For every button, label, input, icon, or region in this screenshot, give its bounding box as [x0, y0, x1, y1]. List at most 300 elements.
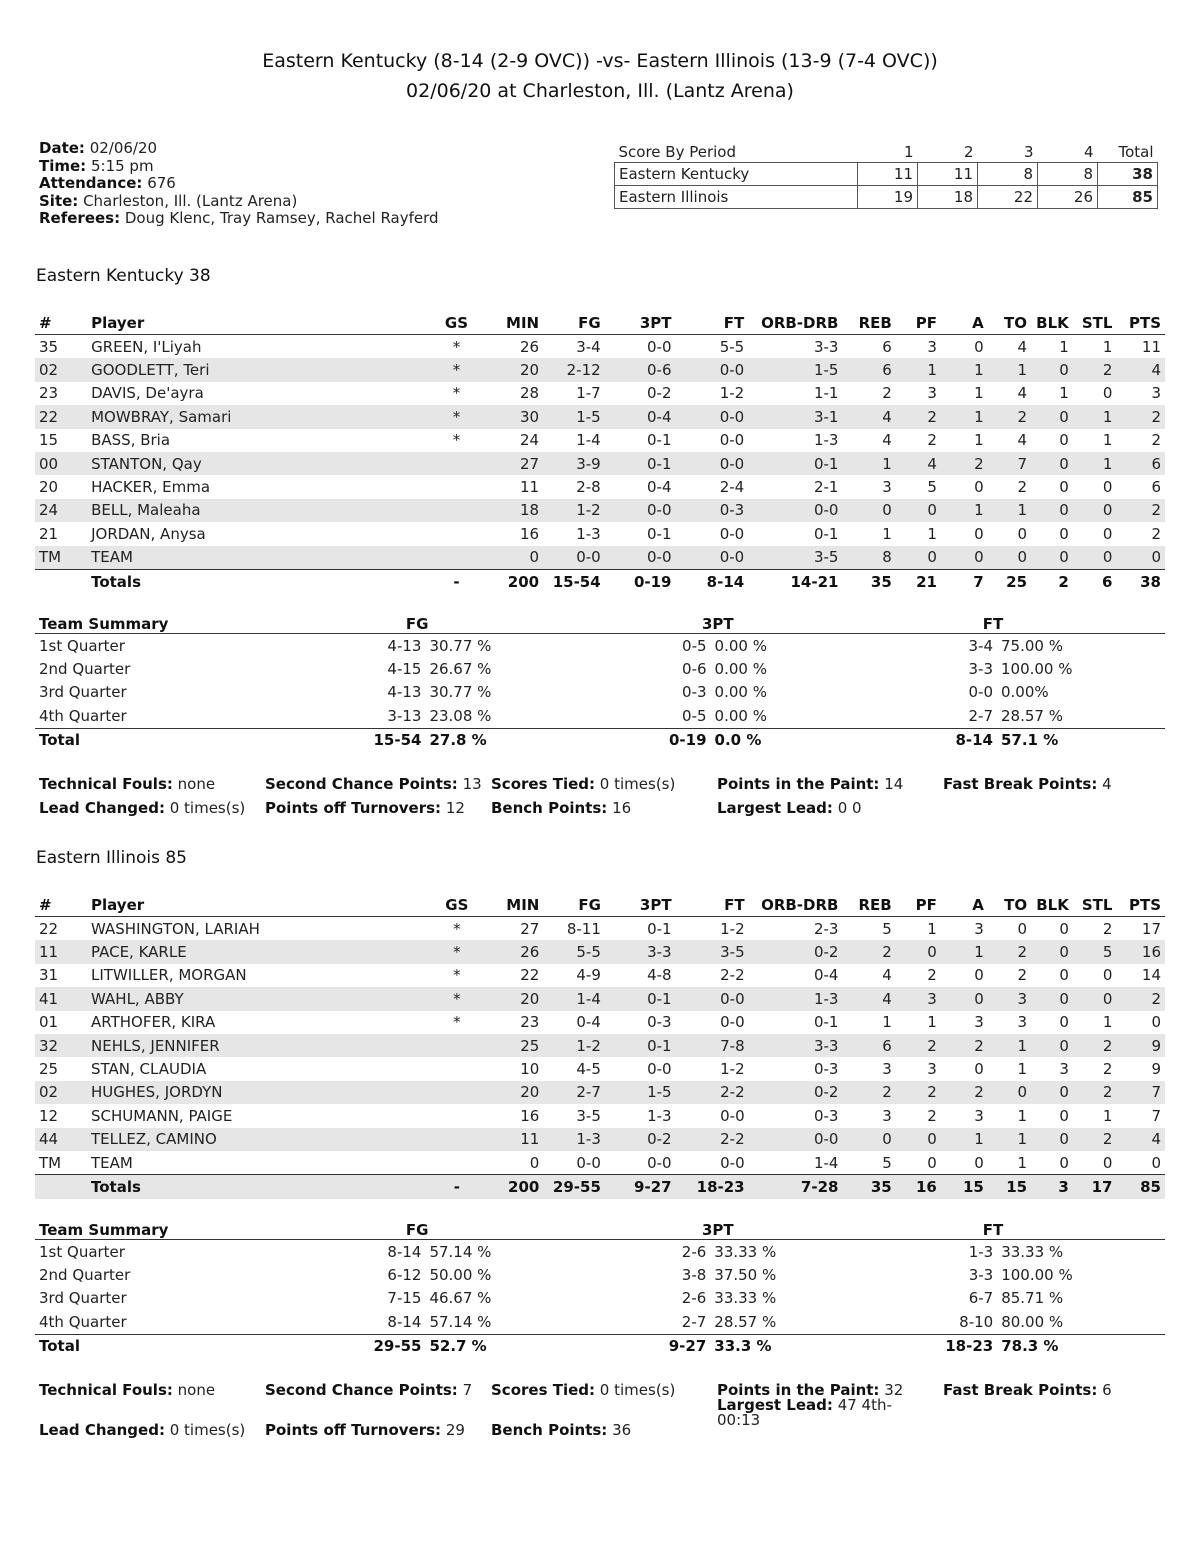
stat-cell: 0 — [1031, 405, 1073, 428]
totals-cell: 6 — [1073, 569, 1117, 593]
column-header: STL — [1073, 894, 1117, 917]
stat-cell: 4 — [1017, 431, 1028, 450]
stat-value: 4 — [1102, 775, 1112, 793]
stat-cell: 20 — [490, 1081, 543, 1104]
stat-cell: 1-5 — [748, 358, 842, 381]
stat-cell: 2 — [1017, 478, 1028, 497]
summary-cell: 2-7 — [681, 1312, 707, 1331]
score-cell: 11 — [918, 163, 978, 186]
stat-cell: 22 — [35, 405, 87, 428]
stat-label: Points in the Paint: — [717, 1381, 880, 1399]
column-header: # — [35, 312, 87, 335]
stat-cell: 3-3 — [749, 1034, 843, 1057]
summary-header-row — [35, 1220, 1165, 1240]
summary-cell: 0-6 — [682, 660, 707, 679]
game-info-value: 5:15 pm — [90, 156, 154, 175]
stat-cell: 1 — [1073, 405, 1117, 428]
totals-cell: 14-21 — [748, 569, 842, 593]
stat-cell: 1-3 — [749, 987, 843, 1010]
summary-cell: 1st Quarter — [39, 1242, 125, 1261]
player-row — [35, 1081, 1165, 1104]
stat-cell: * — [452, 337, 461, 356]
stat-cell: 2 — [882, 384, 892, 403]
stat-cell: 0-3 — [647, 1013, 672, 1032]
summary-cell: 6-12 — [387, 1266, 422, 1285]
totals-cell: 8-14 — [675, 569, 748, 593]
stat-cell: 0 — [927, 1153, 937, 1172]
score-by-period-table — [614, 142, 1158, 209]
stat-cell: 0 — [988, 1081, 1031, 1104]
summary-cell: 7-15 — [387, 1289, 422, 1308]
player-row — [35, 335, 1165, 359]
period-header: 4 — [1083, 143, 1094, 161]
stat-cell: JORDAN, Anysa — [91, 524, 206, 543]
summary-cell: 0.00 % — [714, 636, 767, 655]
stat-value: 0 times(s) — [599, 1381, 676, 1399]
stat-cell: 1 — [1017, 1153, 1028, 1172]
stat-cell: 11 — [35, 940, 87, 963]
stat-cell: 0 — [974, 1060, 984, 1079]
totals-cell — [35, 569, 87, 593]
stat-cell: 1-3 — [543, 1128, 605, 1151]
game-info-label: Time: — [39, 156, 87, 175]
stat-cell: 0 — [1031, 499, 1073, 522]
stat-cell: * — [453, 1013, 461, 1032]
totals-cell: 7-28 — [749, 1175, 843, 1199]
game-info-line — [39, 210, 439, 228]
score-cell: 19 — [858, 186, 918, 209]
stat-cell: 0-1 — [605, 452, 676, 475]
stat-cell: 1 — [1102, 337, 1113, 356]
summary-header-row — [35, 614, 1165, 634]
period-header: 3 — [1023, 143, 1034, 161]
summary-cell: 0-5 — [682, 636, 707, 655]
stat-cell: 6 — [1151, 478, 1161, 497]
page-title: Eastern Kentucky (8-14 (2-9 OVC)) -vs- Eastern Illinois (13-9 (7-4 OVC)) — [262, 50, 938, 72]
page-subtitle: 02/06/20 at Charleston, Ill. (Lantz Arena) — [406, 80, 794, 102]
stat-label: Points in the Paint: — [717, 775, 880, 793]
summary-cell: 8-14 — [387, 1312, 422, 1331]
stat-value: 32 — [884, 1381, 904, 1399]
summary-total-row — [35, 728, 1165, 752]
score-total: 85 — [1098, 186, 1158, 209]
stat-cell: 0-2 — [749, 1081, 843, 1104]
stat-cell: 2 — [1102, 919, 1113, 938]
stat-cell: 24 — [520, 431, 540, 450]
stat-value: 0 0 — [837, 799, 862, 817]
stat-cell: 11 — [520, 478, 540, 497]
team-summary-table — [35, 614, 1165, 752]
stat-cell: 20 — [490, 358, 543, 381]
stat-cell: 25 — [490, 1034, 543, 1057]
header-row — [35, 312, 1165, 335]
score-by-period-label: Score By Period — [618, 143, 736, 161]
player-row — [35, 964, 1165, 987]
summary-cell: 6-7 — [968, 1289, 994, 1308]
stat-cell: 1 — [974, 431, 984, 450]
stat-cell: 0 — [1102, 384, 1113, 403]
stat-cell: 0-0 — [719, 524, 745, 543]
stat-cell: 2 — [1073, 358, 1117, 381]
stat-label: Largest Lead: — [717, 799, 833, 817]
stat-cell: 5 — [927, 478, 937, 497]
stat-cell: 0-0 — [675, 452, 748, 475]
summary-row — [35, 634, 1165, 658]
stat-cell: 1 — [988, 499, 1031, 522]
column-header: ORB-DRB — [748, 312, 842, 335]
column-header: FG — [543, 894, 605, 917]
stat-cell: 0-3 — [813, 1106, 839, 1125]
stat-cell: 11 — [1141, 337, 1161, 356]
stat-cell: 3 — [1017, 1013, 1028, 1032]
totals-cell: 15 — [988, 1175, 1031, 1199]
summary-cell: 28.57 % — [1000, 706, 1063, 725]
stat-cell: 7 — [988, 452, 1031, 475]
stat-label: Points off Turnovers: — [265, 799, 442, 817]
stat-cell: 2-8 — [576, 478, 601, 497]
stat-cell: NEHLS, JENNIFER — [87, 1034, 428, 1057]
stat-cell: 3 — [988, 987, 1031, 1010]
stat-cell: 3 — [882, 478, 892, 497]
stat-cell: WAHL, ABBY — [87, 987, 428, 1010]
player-row — [35, 475, 1165, 498]
stat-item — [39, 1381, 215, 1399]
stat-cell: 27 — [490, 452, 543, 475]
game-info-value: Charleston, Ill. (Lantz Arena) — [83, 191, 298, 210]
stat-cell: 3-9 — [543, 452, 605, 475]
column-header: REB — [842, 312, 895, 335]
totals-cell: 25 — [988, 569, 1031, 593]
stat-cell: 1 — [927, 524, 937, 543]
stat-cell: 1 — [1017, 1106, 1028, 1125]
score-cell: 8 — [978, 163, 1038, 186]
summary-cell: 57.1 % — [997, 728, 1165, 752]
player-row — [35, 452, 1165, 475]
stat-cell: 2-3 — [813, 919, 839, 938]
stat-value: 29 — [445, 1421, 465, 1439]
summary-cell: 4-15 — [387, 660, 422, 679]
stat-cell: 2 — [1073, 1128, 1117, 1151]
stat-cell: 2 — [1102, 1060, 1113, 1079]
player-row — [35, 987, 1165, 1010]
stat-cell: GOODLETT, Teri — [87, 358, 427, 381]
stat-cell: 3 — [927, 337, 937, 356]
totals-cell: 200 — [490, 1175, 543, 1199]
totals-cell: 15 — [941, 1175, 988, 1199]
summary-row — [35, 1287, 1165, 1310]
stat-cell: 16 — [520, 524, 540, 543]
summary-cell: 28.57 % — [714, 1312, 777, 1331]
stat-cell: 0-4 — [605, 405, 676, 428]
stat-cell: 1-2 — [720, 919, 745, 938]
stat-value: 12 — [445, 799, 465, 817]
column-header: FT — [676, 894, 749, 917]
player-row — [35, 499, 1165, 522]
stat-cell: 4 — [1116, 1128, 1165, 1151]
stat-cell: 1-7 — [576, 384, 601, 403]
game-info-value: Doug Klenc, Tray Ramsey, Rachel Rayferd — [124, 209, 439, 227]
player-row — [35, 1128, 1165, 1151]
summary-cell: 30.77 % — [429, 636, 492, 655]
stat-cell: 0 — [490, 546, 543, 570]
stat-cell: 2 — [896, 1081, 941, 1104]
stat-cell: 0-0 — [647, 1060, 672, 1079]
stat-item — [491, 1421, 631, 1439]
stat-cell: 0 — [941, 546, 988, 570]
stat-cell: STANTON, Qay — [87, 452, 427, 475]
totals-cell: 18-23 — [676, 1175, 749, 1199]
stat-cell — [428, 1104, 490, 1127]
stat-cell: 0 — [974, 966, 984, 985]
score-row — [615, 186, 1158, 209]
box-header — [35, 312, 1165, 335]
stat-cell: * — [428, 940, 490, 963]
player-row — [35, 1151, 1165, 1175]
stat-cell: 18 — [490, 499, 543, 522]
stat-label: Bench Points: — [491, 799, 608, 817]
column-header: # — [35, 894, 87, 917]
stat-cell: 0-2 — [646, 384, 672, 403]
stat-cell: 0 — [1116, 546, 1165, 570]
totals-cell: 21 — [896, 569, 941, 593]
stat-cell: 0-1 — [813, 1013, 839, 1032]
stat-value: 6 — [1102, 1381, 1112, 1399]
stat-cell: 2 — [1116, 405, 1165, 428]
stat-cell: 21 — [39, 524, 59, 543]
stat-cell: 5 — [882, 919, 892, 938]
stat-cell: 1 — [896, 358, 941, 381]
stat-cell: 6 — [842, 1034, 895, 1057]
player-row — [35, 940, 1165, 963]
summary-cell: 2nd Quarter — [39, 660, 131, 679]
team-summary-table — [35, 1220, 1165, 1358]
stat-cell: 35 — [39, 337, 59, 356]
player-row — [35, 1104, 1165, 1127]
summary-cell: 75.00 % — [1000, 636, 1063, 655]
stat-cell: 3 — [974, 919, 984, 938]
stat-cell: 0 — [1017, 919, 1028, 938]
summary-row — [35, 1240, 1165, 1264]
stat-cell: MOWBRAY, Samari — [87, 405, 427, 428]
stat-cell: 0-0 — [720, 1013, 745, 1032]
column-header: BLK — [1031, 894, 1073, 917]
stat-cell: 0 — [1059, 919, 1069, 938]
stat-cell: 0 — [1031, 1128, 1073, 1151]
stat-cell: 0 — [1031, 1081, 1073, 1104]
summary-cell: 8-10 — [959, 1312, 994, 1331]
stat-cell: 4 — [1017, 337, 1028, 356]
stat-cell: 1 — [941, 940, 988, 963]
stat-cell: 12 — [39, 1106, 59, 1125]
stat-cell: 3 — [927, 1060, 937, 1079]
totals-cell: - — [427, 569, 490, 593]
stat-item — [491, 799, 631, 817]
stat-cell: TELLEZ, CAMINO — [87, 1128, 428, 1151]
stat-cell: 02 — [35, 1081, 87, 1104]
stat-cell: 0-0 — [675, 358, 748, 381]
stat-cell: TM — [35, 546, 87, 570]
score-cell: 22 — [978, 186, 1038, 209]
stat-cell: 0 — [896, 499, 941, 522]
stat-cell: 16 — [1116, 940, 1165, 963]
stat-cell: 23 — [520, 1013, 540, 1032]
stat-cell: 1 — [927, 919, 937, 938]
stat-cell: 0-0 — [647, 1153, 672, 1172]
stat-cell: 3 — [1059, 1060, 1069, 1079]
column-header: STL — [1073, 312, 1117, 335]
stat-cell: 6 — [882, 337, 892, 356]
stat-cell: 2 — [896, 1034, 941, 1057]
stat-cell: 02 — [35, 358, 87, 381]
summary-cell: 3rd Quarter — [39, 683, 127, 702]
stat-cell: 1 — [882, 1013, 892, 1032]
summary-cell: 8-14 — [387, 1242, 422, 1261]
player-row — [35, 1011, 1165, 1034]
stat-cell: 0-1 — [646, 431, 672, 450]
stat-cell: 0 — [842, 499, 895, 522]
stat-cell: 00 — [35, 452, 87, 475]
stat-cell: 0 — [1151, 1013, 1161, 1032]
stat-cell: * — [452, 384, 461, 403]
player-row — [35, 429, 1165, 452]
team-title: Eastern Illinois 85 — [36, 848, 187, 868]
summary-header: FT — [798, 614, 1165, 634]
stat-cell: 1 — [1059, 337, 1069, 356]
stat-cell: STAN, CLAUDIA — [91, 1060, 207, 1079]
summary-header: 3PT — [512, 1220, 798, 1240]
summary-header: FG — [354, 614, 512, 634]
summary-cell: 33.33 % — [1001, 1242, 1064, 1261]
stat-item — [943, 1381, 1112, 1399]
column-header: TO — [988, 312, 1031, 335]
summary-cell: Total — [35, 728, 354, 752]
stat-cell: 1-2 — [719, 384, 745, 403]
summary-cell: 100.00 % — [1001, 1266, 1073, 1285]
stat-item — [265, 1381, 472, 1399]
game-info-line — [39, 140, 439, 158]
summary-row — [35, 1310, 1165, 1334]
stat-cell: 0 — [1102, 1153, 1113, 1172]
game-info-value: 02/06/20 — [89, 139, 158, 157]
stat-cell: 9 — [1151, 1060, 1161, 1079]
stat-cell: 3 — [1151, 384, 1161, 403]
summary-cell: 0-3 — [682, 683, 707, 702]
summary-cell: Total — [35, 1334, 354, 1358]
stat-cell: 0-4 — [813, 966, 839, 985]
stat-cell: 0-4 — [646, 478, 672, 497]
stat-label: Technical Fouls: — [39, 1381, 173, 1399]
stat-cell: 9 — [1116, 1034, 1165, 1057]
stat-cell: 3-3 — [605, 940, 676, 963]
totals-cell: 3 — [1031, 1175, 1073, 1199]
stat-cell: 0 — [1017, 524, 1028, 543]
stat-cell: 0 — [1059, 524, 1069, 543]
stat-cell: 0 — [896, 546, 941, 570]
score-team: Eastern Kentucky — [615, 163, 858, 186]
stat-cell: 4-9 — [576, 966, 601, 985]
stat-cell: 1-1 — [813, 384, 839, 403]
stat-cell: 0 — [1073, 987, 1117, 1010]
stat-label: Second Chance Points: — [265, 1381, 458, 1399]
column-header: Player — [87, 312, 427, 335]
stat-cell — [427, 475, 490, 498]
stat-cell: 1-4 — [813, 1153, 839, 1172]
stat-cell: 7 — [1151, 1106, 1161, 1125]
stat-item — [265, 1421, 465, 1439]
stat-cell: 2 — [1073, 1034, 1117, 1057]
period-header: Total — [1118, 143, 1154, 161]
summary-cell: 2-6 — [681, 1242, 707, 1261]
stat-cell: 11 — [490, 1128, 543, 1151]
stat-cell: 22 — [520, 966, 540, 985]
stat-cell: 30 — [490, 405, 543, 428]
summary-cell: 2nd Quarter — [39, 1266, 131, 1285]
summary-cell: 1st Quarter — [39, 636, 125, 655]
stat-cell: 0 — [1059, 1013, 1069, 1032]
stat-cell: 0 — [1031, 452, 1073, 475]
stat-cell: 23 — [39, 384, 59, 403]
summary-cell: 0.00 % — [714, 706, 767, 725]
stat-cell: 3 — [974, 1106, 984, 1125]
summary-cell: 3rd Quarter — [39, 1289, 127, 1308]
stat-cell: 3 — [974, 1013, 984, 1032]
column-header: PF — [896, 894, 941, 917]
stat-cell: 1 — [941, 405, 988, 428]
stat-cell: 4 — [882, 431, 892, 450]
stat-cell: 8-11 — [566, 919, 601, 938]
stat-cell: 20 — [490, 987, 543, 1010]
stat-cell: 1 — [941, 499, 988, 522]
stat-cell: 4-5 — [576, 1060, 601, 1079]
score-cell: 18 — [918, 186, 978, 209]
stat-cell: 0-2 — [605, 1128, 676, 1151]
stat-cell: 41 — [35, 987, 87, 1010]
stat-label: Lead Changed: — [39, 1421, 165, 1439]
stat-cell: 0 — [974, 1153, 984, 1172]
stat-cell: 20 — [39, 478, 59, 497]
stat-cell: 1 — [1102, 1013, 1113, 1032]
summary-cell: 29-55 — [354, 1334, 426, 1358]
box-header — [35, 894, 1165, 917]
stat-cell: 2 — [941, 1081, 988, 1104]
column-header: A — [941, 312, 988, 335]
column-header: ORB-DRB — [749, 894, 843, 917]
stat-value: 36 — [612, 1421, 632, 1439]
stat-cell: 26 — [520, 337, 540, 356]
stat-cell: 1-5 — [605, 1081, 676, 1104]
summary-cell: 33.33 % — [714, 1289, 777, 1308]
stat-cell: SCHUMANN, PAIGE — [91, 1106, 233, 1125]
stat-cell: 0 — [1059, 431, 1069, 450]
summary-cell: 26.67 % — [429, 660, 492, 679]
stat-cell: 31 — [39, 966, 59, 985]
stat-cell: 4 — [842, 405, 895, 428]
stat-cell: 0-0 — [749, 1128, 843, 1151]
totals-row — [35, 569, 1165, 593]
totals-cell: 85 — [1116, 1175, 1165, 1199]
stat-cell: 0 — [974, 337, 984, 356]
summary-cell: 100.00 % — [1000, 660, 1073, 679]
stat-cell: 0 — [1031, 940, 1073, 963]
stat-cell — [428, 1151, 490, 1175]
summary-row — [35, 657, 1165, 680]
stat-cell: 4 — [1116, 358, 1165, 381]
stat-cell: 2 — [1017, 966, 1028, 985]
summary-cell: 78.3 % — [997, 1334, 1165, 1358]
totals-cell: 29-55 — [543, 1175, 605, 1199]
score-team: Eastern Illinois — [615, 186, 858, 209]
game-info — [39, 140, 439, 228]
